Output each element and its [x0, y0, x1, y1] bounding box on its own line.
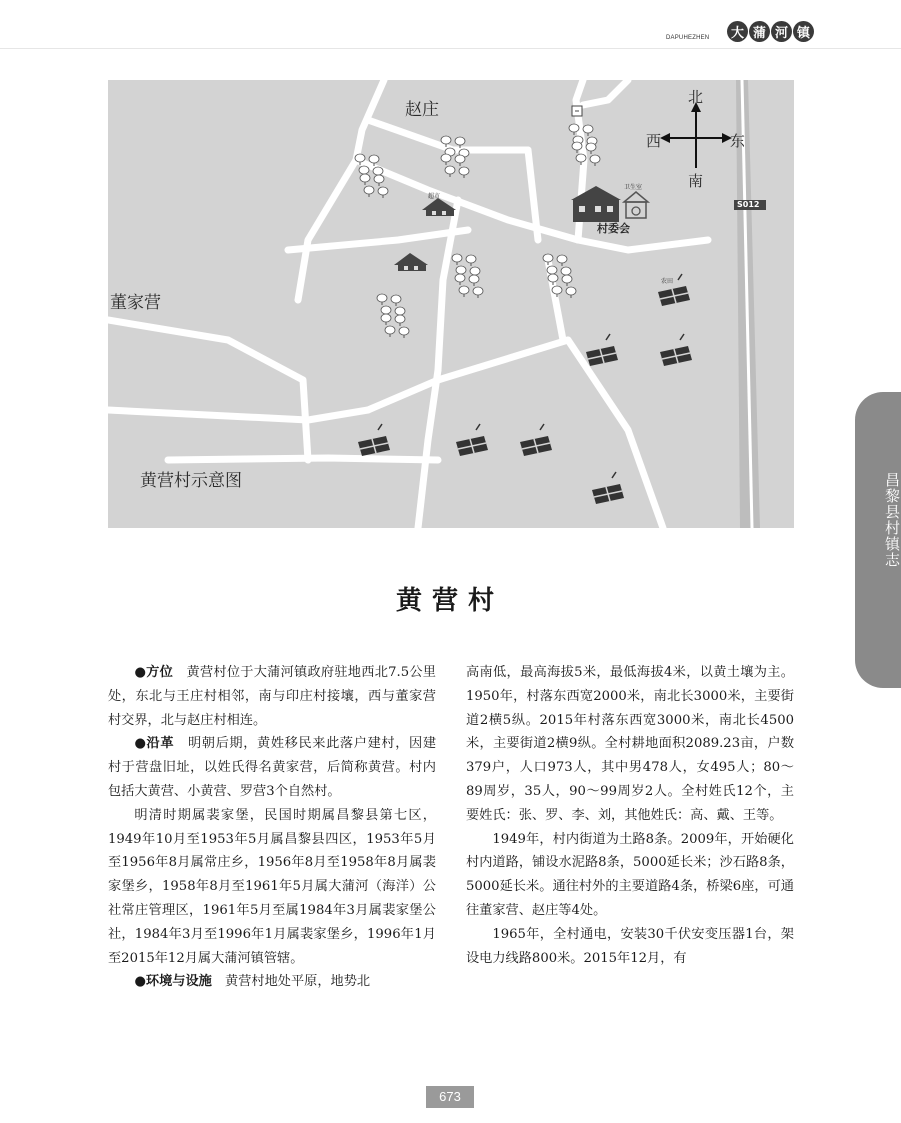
header-town-name: [727, 21, 814, 42]
paragraph-administration: 明清时期属裴家堡，民国时期属昌黎县第七区，1949年10月至1953年5月属昌黎县四区，1953年5月至1956年8月属常庄乡，1956年8月至1958年8月属裴家堡乡，1958年8月至1961年5月属大蒲河（海洋）公社常庄管理区，1961年5月至属1984年3月属裴家堡公社，1984年3月至1996年1月属裴家堡乡，1996年1月至2015年12月属大蒲河镇管辖。: [108, 807, 436, 966]
page-title: 黄营村: [395, 586, 504, 616]
map-label-village-committee: 村委会: [597, 222, 630, 235]
paragraph-roads: 1949年，村内街道为土路8条。2009年，开始硬化村内道路，铺设水泥路8条，5000延长米；沙石路8条，5000延长米。通往村外的主要道路4条，桥梁6座，可通往董家营、赵庄等4处。: [466, 831, 794, 918]
paragraph-environment-continued: 高南低，最高海拔5米，最低海拔4米，以黄土壤为主。1950年，村落东西宽2000米，南北长3000米，主要街道2横5纵。2015年村落东西宽3000米，南北长4500米，主要街道2横9纵。全村耕地面积2089.23亩，户数379户，人口973人，其中男478人，女495人；80～89周岁，35人，90～99周岁2人。全村姓氏12个，主要姓氏：张、罗、李、刘，其他姓氏：高、戴、王等。: [466, 665, 794, 823]
side-tab: [855, 392, 901, 688]
compass-east: 东: [730, 132, 746, 150]
paragraph-environment: [108, 970, 436, 994]
keyword-history: ●沿革: [134, 736, 175, 752]
header-badge-1: 大: [727, 21, 748, 42]
keyword-environment: ●环境与设施: [134, 974, 212, 990]
header-rule: [0, 48, 901, 49]
paragraph-location: [108, 661, 436, 732]
map-caption: 黄营村示意图: [140, 471, 242, 491]
header-pinyin: DAPUHEZHEN: [666, 35, 710, 41]
page-number: 673: [426, 1086, 474, 1108]
keyword-location: ●方位: [134, 665, 174, 680]
compass-south: 南: [688, 172, 704, 190]
header-badge-2: 蒲: [749, 21, 770, 42]
text-column-left: [108, 661, 436, 994]
paragraph-environment-text: 黄营村地处平原，地势北: [225, 974, 371, 990]
paragraph-history: [108, 732, 436, 803]
text-column-right: [466, 661, 794, 970]
side-tab-text: 昌黎县村镇志: [883, 472, 901, 568]
icon-label-farmland: 农田: [661, 278, 674, 285]
village-map: [108, 80, 794, 528]
compass-west: 西: [646, 132, 662, 150]
icon-label-clinic: 卫生室: [624, 184, 643, 191]
map-drawing: [108, 80, 794, 528]
paragraph-electricity: 1965年，全村通电，安装30千伏安变压器1台，架设电力线路800米。2015年12月，有: [466, 926, 794, 966]
paragraph-history-text: 明朝后期，黄姓移民来此落户建村，因建村于营盘旧址，以姓氏得名黄家营，后简称黄营。村内包括大黄营、小黄营、罗营3个自然村。: [108, 736, 437, 799]
map-label-dongjiaying: 董家营: [110, 293, 161, 313]
icon-label-supermarket: 超市: [428, 193, 441, 200]
header-badge-4: 镇: [793, 21, 814, 42]
map-label-zhaozhuang: 赵庄: [405, 100, 439, 120]
compass-north: 北: [688, 88, 704, 106]
paragraph-location-text: 黄营村位于大蒲河镇政府驻地西北7.5公里处，东北与王庄村相邻，南与印庄村接壤，西与董家营村交界，北与赵庄村相连。: [108, 665, 436, 728]
header-badge-3: 河: [771, 21, 792, 42]
map-road-code: S012: [737, 200, 760, 209]
